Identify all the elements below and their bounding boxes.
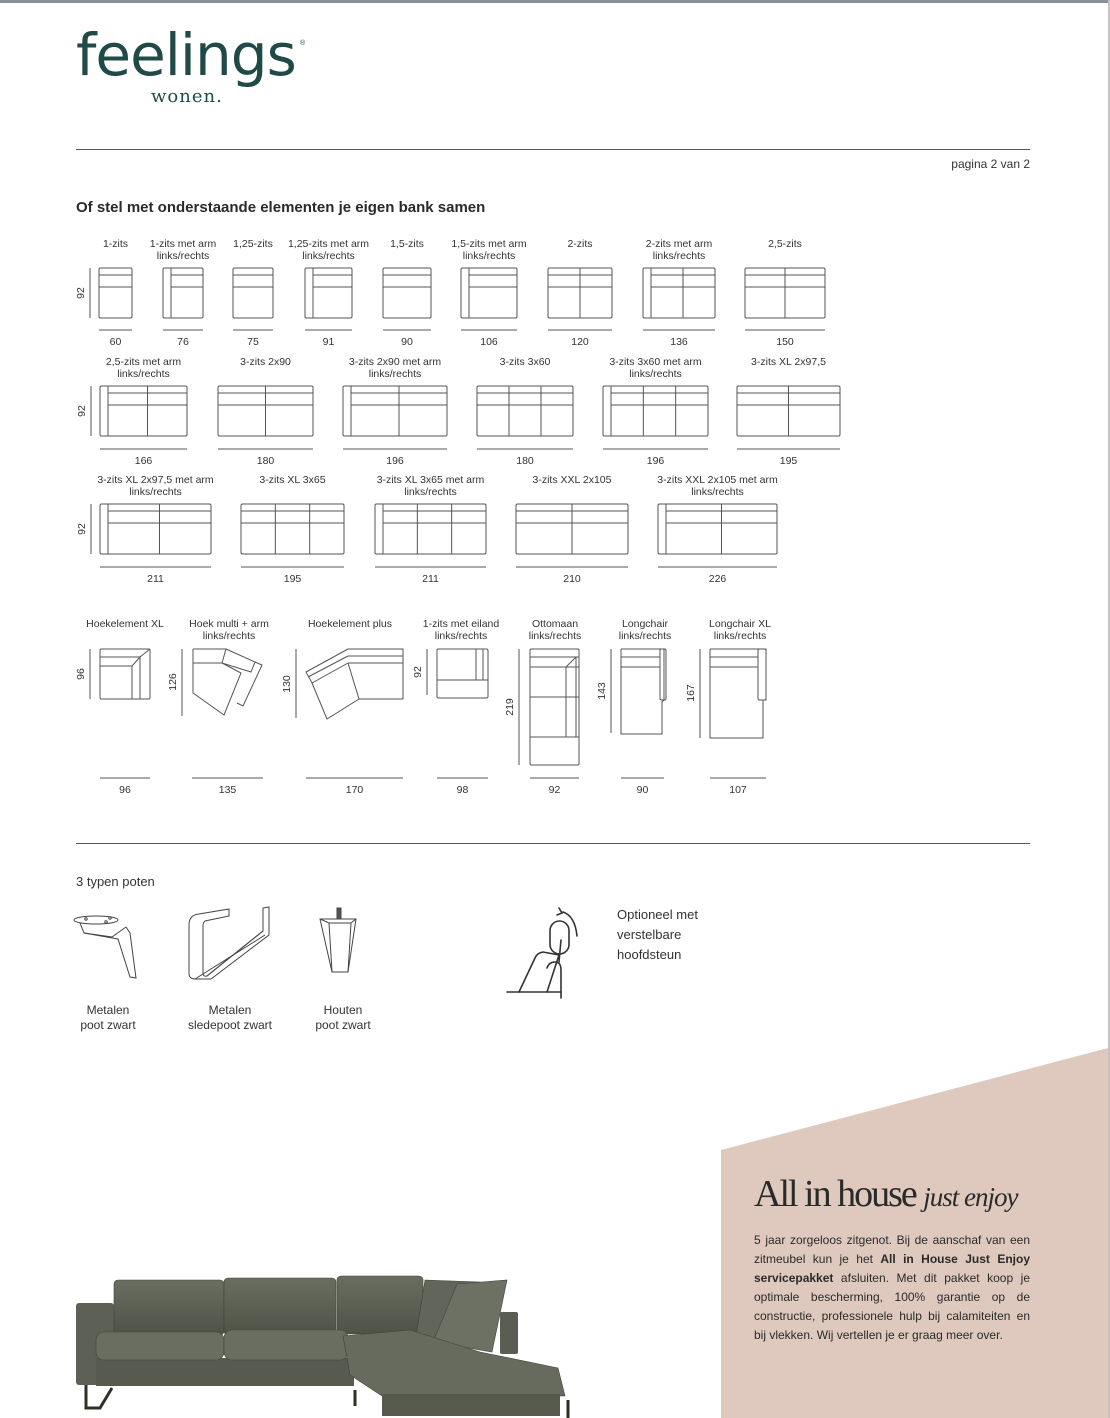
element-label: 3-zits XL 2x97,5 bbox=[751, 356, 826, 368]
element-width-value: 210 bbox=[563, 573, 581, 585]
corner-depth-value: 92 bbox=[412, 666, 424, 678]
element-label: 3-zits XL 2x97,5 met arm bbox=[97, 474, 214, 486]
element-label: 3-zits XXL 2x105 met arm bbox=[657, 474, 778, 486]
corner-element-label: Longchair bbox=[621, 618, 669, 630]
corner-element-label: Hoekelement plus bbox=[307, 618, 393, 630]
corner-element-label-sub: links/rechts bbox=[713, 630, 767, 642]
corner-width-value: 96 bbox=[119, 784, 131, 796]
headrest-line: Optioneel met bbox=[617, 907, 698, 922]
promo-text-bold: All in House Just Enjoy servicepakket bbox=[754, 1252, 1031, 1285]
element-label-sub: links/rechts bbox=[302, 250, 355, 262]
element-depth-value: 92 bbox=[75, 287, 87, 299]
section-title: Of stel met onderstaande elementen je eigen bank samen bbox=[76, 199, 486, 216]
corner-width-value: 135 bbox=[218, 784, 237, 796]
element-depth-value: 92 bbox=[76, 523, 88, 535]
corner-element-label-sub: links/rechts bbox=[434, 630, 488, 642]
element-width-value: 91 bbox=[322, 336, 335, 348]
element-label: 3-zits XL 3x65 bbox=[259, 474, 326, 486]
element-width-value: 196 bbox=[646, 455, 665, 467]
element-width-value: 195 bbox=[283, 573, 302, 585]
corner-width-value: 107 bbox=[729, 784, 747, 796]
corner-element-label-sub: links/rechts bbox=[618, 630, 672, 642]
leg-label-line: sledepoot zwart bbox=[187, 1018, 273, 1032]
element-depth-value: 92 bbox=[76, 405, 88, 417]
element-label: 2-zits bbox=[567, 238, 593, 250]
element-width-value: 195 bbox=[779, 455, 798, 467]
element-label: 3-zits 2x90 met arm bbox=[348, 356, 442, 368]
corner-width-value: 98 bbox=[456, 784, 469, 796]
element-width-value: 120 bbox=[571, 336, 589, 348]
promo-title-main: All in house bbox=[754, 1173, 916, 1215]
element-width-value: 180 bbox=[516, 455, 534, 467]
leg-label-line: Houten bbox=[323, 1003, 363, 1017]
leg-label-line: poot zwart bbox=[80, 1018, 136, 1032]
element-label: 3-zits 3x60 met arm bbox=[609, 356, 702, 368]
element-width-value: 90 bbox=[401, 336, 413, 348]
element-width-value: 196 bbox=[386, 455, 404, 467]
element-width-value: 180 bbox=[256, 455, 275, 467]
promo-text bbox=[754, 1231, 1030, 1345]
corner-depth-value: 143 bbox=[596, 682, 608, 700]
element-label: 3-zits XXL 2x105 bbox=[532, 474, 612, 486]
element-label-sub: links/rechts bbox=[368, 368, 422, 380]
element-width-value: 76 bbox=[177, 336, 189, 348]
corner-element-label: Hoek multi + arm bbox=[189, 618, 269, 630]
element-label: 2,5-zits met arm bbox=[105, 356, 182, 368]
element-label: 1,25-zits bbox=[233, 238, 273, 250]
corner-element-label: Longchair XL bbox=[709, 618, 771, 630]
leg-label-line: Metalen bbox=[208, 1003, 252, 1017]
leg-label-line: poot zwart bbox=[315, 1018, 371, 1032]
element-label: 1-zits met arm bbox=[149, 238, 217, 250]
element-label: 3-zits XL 3x65 met arm bbox=[376, 474, 485, 486]
legs-title: 3 typen poten bbox=[76, 874, 155, 889]
corner-width-value: 90 bbox=[636, 784, 649, 796]
leg-label-line: Metalen bbox=[86, 1003, 130, 1017]
element-width-value: 106 bbox=[480, 336, 498, 348]
corner-width-value: 170 bbox=[345, 784, 364, 796]
element-label: 1,5-zits bbox=[390, 238, 424, 250]
element-label: 3-zits 2x90 bbox=[240, 356, 291, 368]
brand-name: feelings bbox=[76, 21, 296, 89]
element-width-value: 150 bbox=[776, 336, 794, 348]
element-label-sub: links/rechts bbox=[462, 250, 516, 262]
element-label: 3-zits 3x60 bbox=[499, 356, 551, 368]
element-width-value: 136 bbox=[670, 336, 688, 348]
corner-sofa-image bbox=[60, 1240, 605, 1418]
element-label-sub: links/rechts bbox=[404, 486, 457, 498]
corner-element-label-sub: links/rechts bbox=[528, 630, 582, 642]
element-label: 2-zits met arm bbox=[645, 238, 713, 250]
element-label-sub: links/rechts bbox=[652, 250, 706, 262]
element-label: 1,25-zits met arm bbox=[287, 238, 370, 250]
element-label: 1-zits bbox=[102, 238, 129, 250]
element-width-value: 60 bbox=[109, 336, 122, 348]
corner-element-label: Hoekelement XL bbox=[86, 618, 164, 630]
element-label-sub: links/rechts bbox=[117, 368, 170, 380]
corner-element-label-sub: links/rechts bbox=[202, 630, 256, 642]
promo-title-italic: just enjoy bbox=[923, 1182, 1018, 1212]
element-label-sub: links/rechts bbox=[629, 368, 682, 380]
corner-depth-value: 130 bbox=[281, 675, 293, 693]
registered-mark: ® bbox=[300, 40, 306, 47]
headrest-line: verstelbare bbox=[617, 927, 682, 942]
corner-element-label: 1-zits met eiland bbox=[422, 618, 500, 630]
promo-title bbox=[754, 1172, 1018, 1216]
corner-depth-value: 167 bbox=[685, 684, 697, 702]
corner-depth-value: 96 bbox=[75, 668, 87, 680]
element-width-value: 226 bbox=[708, 573, 727, 585]
element-width-value: 211 bbox=[422, 573, 439, 585]
element-label: 1,5-zits met arm bbox=[451, 238, 527, 250]
element-label: 2,5-zits bbox=[768, 238, 802, 250]
element-width-value: 75 bbox=[247, 336, 259, 348]
corner-width-value: 92 bbox=[548, 784, 561, 796]
promo-text-part: afsluiten. Met dit pakket koop je optimale bescherming, 100% garantie op de constructie, professionele hulp bij calamiteiten en bij vlekken. Wij vertellen je er graag meer over. bbox=[754, 1271, 1030, 1342]
element-label-sub: links/rechts bbox=[129, 486, 182, 498]
element-width-value: 166 bbox=[134, 455, 153, 467]
corner-depth-value: 219 bbox=[504, 698, 516, 716]
corner-depth-value: 126 bbox=[167, 673, 179, 691]
headrest-line: hoofdsteun bbox=[617, 947, 682, 962]
brand-tagline: wonen. bbox=[151, 86, 223, 107]
element-width-value: 211 bbox=[147, 573, 164, 585]
corner-element-label: Ottomaan bbox=[531, 618, 579, 630]
page-indicator: pagina 2 van 2 bbox=[951, 157, 1030, 171]
promo-text-part: 5 jaar zorgeloos zitgenot. Bij de aanschaf van een zitmeubel kun je het bbox=[754, 1233, 1030, 1266]
element-label-sub: links/rechts bbox=[156, 250, 210, 262]
element-label-sub: links/rechts bbox=[691, 486, 744, 498]
